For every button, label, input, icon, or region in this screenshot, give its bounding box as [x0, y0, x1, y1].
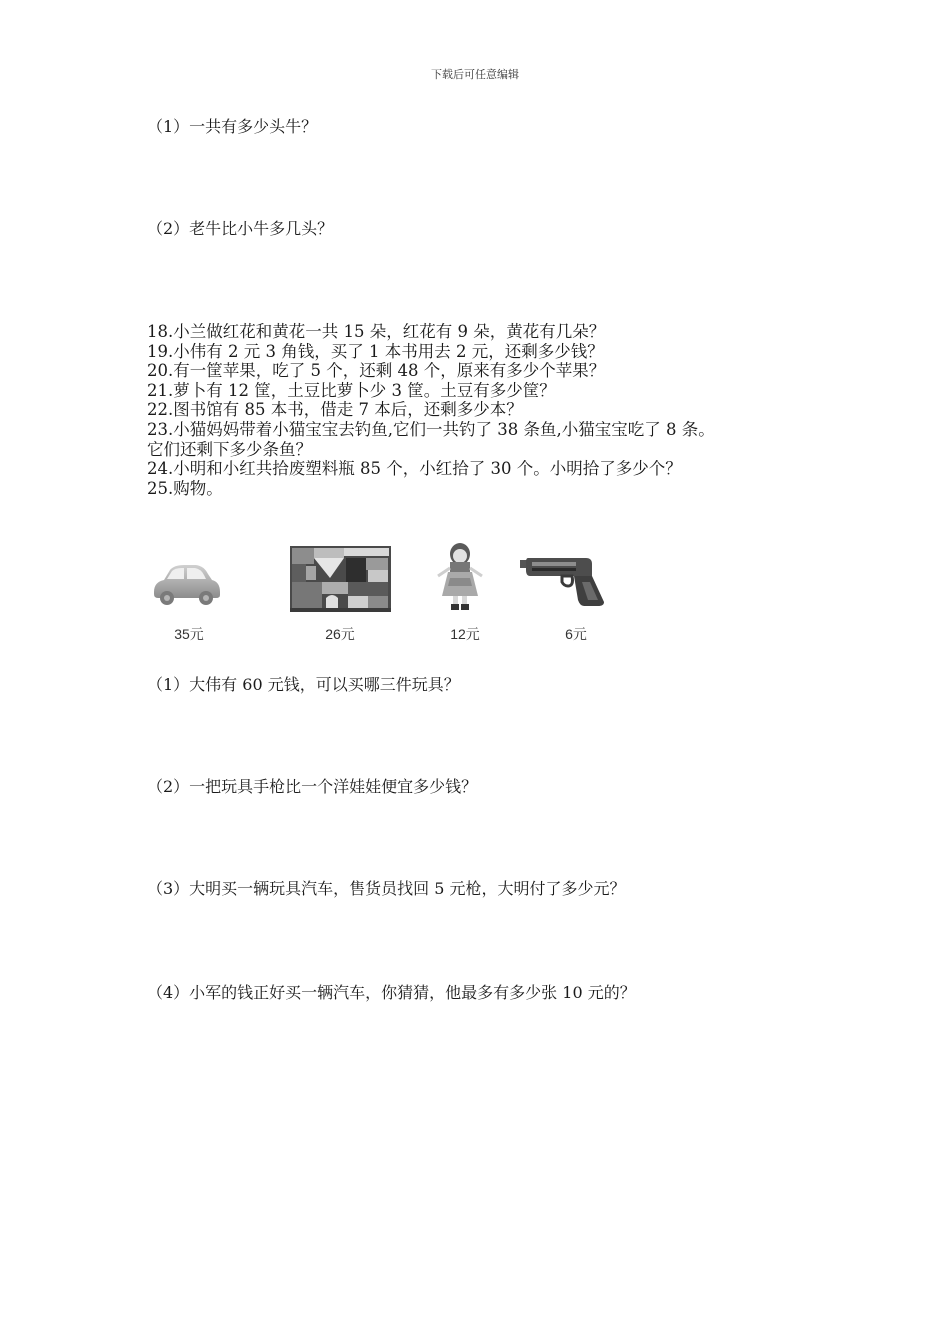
building-blocks-icon [290, 546, 391, 616]
toy-car-icon [150, 562, 222, 610]
toy-gun-icon [520, 556, 606, 612]
doll-price: 12元 [450, 626, 480, 642]
q25-part-4: （4）小军的钱正好买一辆汽车，你猜猜，他最多有多少张 10 元的？ [147, 983, 636, 1002]
toy-shop-figure [145, 540, 625, 650]
q17-part-2: （2）老牛比小牛多几头？ [147, 219, 334, 238]
question-24: 24.小明和小红共拾废塑料瓶 85 个，小红拾了 30 个。小明拾了多少个？ [147, 459, 682, 479]
q25-part-3: （3）大明买一辆玩具汽车，售货员找回 5 元枪，大明付了多少元？ [147, 879, 626, 898]
question-18: 18.小兰做红花和黄花一共 15 朵，红花有 9 朵，黄花有几朵？ [147, 322, 606, 341]
question-19: 19.小伟有 2 元 3 角钱，买了 1 本书用去 2 元，还剩多少钱？ [147, 341, 604, 361]
toy-car-price: 35元 [174, 626, 204, 642]
question-20: 20.有一筐苹果，吃了 5 个，还剩 48 个，原来有多少个苹果？ [147, 361, 606, 381]
q25-part-1: （1）大伟有 60 元钱，可以买哪三件玩具？ [147, 675, 460, 694]
q25-part-2: （2）一把玩具手枪比一个洋娃娃便宜多少钱？ [147, 777, 478, 796]
question-22: 22.图书馆有 85 本书，借走 7 本后，还剩多少本？ [147, 400, 523, 420]
q17-part-1: （1）一共有多少头牛？ [147, 117, 318, 136]
toy-gun-price: 6元 [565, 626, 587, 642]
question-21: 21.萝卜有 12 筐，土豆比萝卜少 3 筐。土豆有多少筐？ [147, 380, 556, 400]
question-23-continued: 它们还剩下多少条鱼？ [147, 439, 312, 459]
question-23: 23.小猫妈妈带着小猫宝宝去钓鱼,它们一共钓了 38 条鱼,小猫宝宝吃了 8 条。 [147, 419, 715, 439]
building-blocks-price: 26元 [325, 626, 355, 642]
question-list [147, 322, 827, 498]
question-25: 25.购物。 [147, 478, 223, 498]
doll-icon [432, 542, 488, 616]
page-header-note: 下载后可任意编辑 [431, 68, 519, 81]
